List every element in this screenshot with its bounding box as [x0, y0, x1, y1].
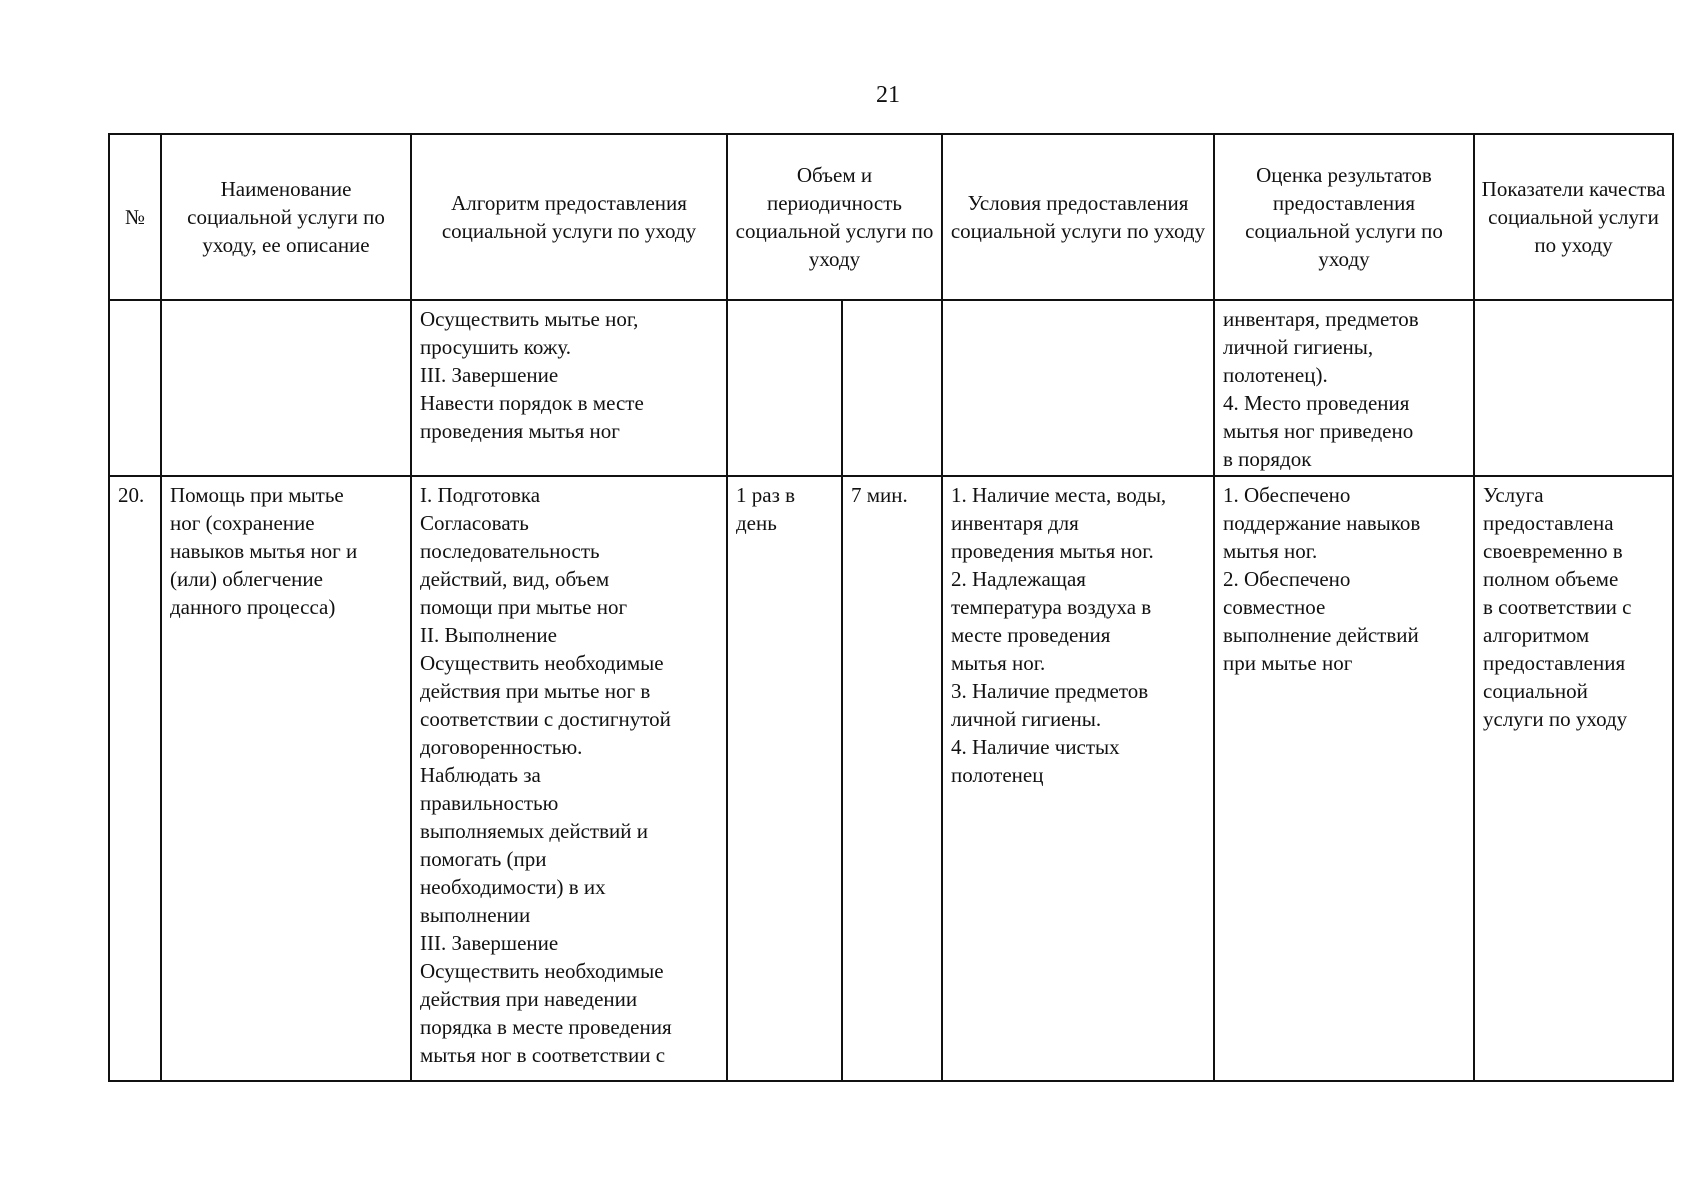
cell-num: 20. [109, 476, 161, 1081]
table-row-continuation [109, 300, 1673, 476]
cell-quality: Услуга предоставлена своевременно в полном объеме в соответствии с алгоритмом предоставления социальной услуги по уходу [1474, 476, 1673, 1081]
services-table [108, 133, 1674, 1082]
header-quality: Показатели качества социальной услуги по уходу [1474, 134, 1673, 300]
cell-name-empty [161, 300, 411, 476]
header-num: № [109, 134, 161, 300]
header-algorithm: Алгоритм предоставления социальной услуги по уходу [411, 134, 727, 300]
page-number: 21 [876, 82, 900, 108]
cell-conditions-empty [942, 300, 1214, 476]
cell-frequency-empty [727, 300, 842, 476]
header-conditions: Условия предоставления социальной услуги по уходу [942, 134, 1214, 300]
cell-algorithm-continuation: Осуществить мытье ног, просушить кожу. III. Завершение Навести порядок в месте проведения мытья ног [411, 300, 727, 476]
cell-service-name: Помощь при мытье ног (сохранение навыков мытья ног и (или) облегчение данного процесса) [161, 476, 411, 1081]
header-service-name: Наименование социальной услуги по уходу, ее описание [161, 134, 411, 300]
cell-num-empty [109, 300, 161, 476]
table-row [109, 476, 1673, 1081]
cell-algorithm: I. Подготовка Согласовать последовательность действий, вид, объем помощи при мытье ног II. Выполнение Осуществить необходимые действия при мытье ног в соответствии с достигнутой договоренностью. Наблюдать за правильностью выполняемых действий и помогать (при необходимости) в их выполнении III. Завершение Осуществить необходимые действия при наведении порядка в месте проведения мытья ног в соответствии с [411, 476, 727, 1081]
header-volume-frequency: Объем и периодичность социальной услуги по уходу [727, 134, 942, 300]
cell-duration: 7 мин. [842, 476, 942, 1081]
cell-quality-empty [1474, 300, 1673, 476]
table-header-row [109, 134, 1673, 300]
cell-duration-empty [842, 300, 942, 476]
cell-evaluation: 1. Обеспечено поддержание навыков мытья ног. 2. Обеспечено совместное выполнение действий при мытье ног [1214, 476, 1474, 1081]
cell-frequency: 1 раз в день [727, 476, 842, 1081]
header-evaluation: Оценка результатов предоставления социальной услуги по уходу [1214, 134, 1474, 300]
cell-evaluation-continuation: инвентаря, предметов личной гигиены, полотенец). 4. Место проведения мытья ног приведено в порядок [1214, 300, 1474, 476]
cell-conditions: 1. Наличие места, воды, инвентаря для проведения мытья ног. 2. Надлежащая температура воздуха в месте проведения мытья ног. 3. Наличие предметов личной гигиены. 4. Наличие чистых полотенец [942, 476, 1214, 1081]
